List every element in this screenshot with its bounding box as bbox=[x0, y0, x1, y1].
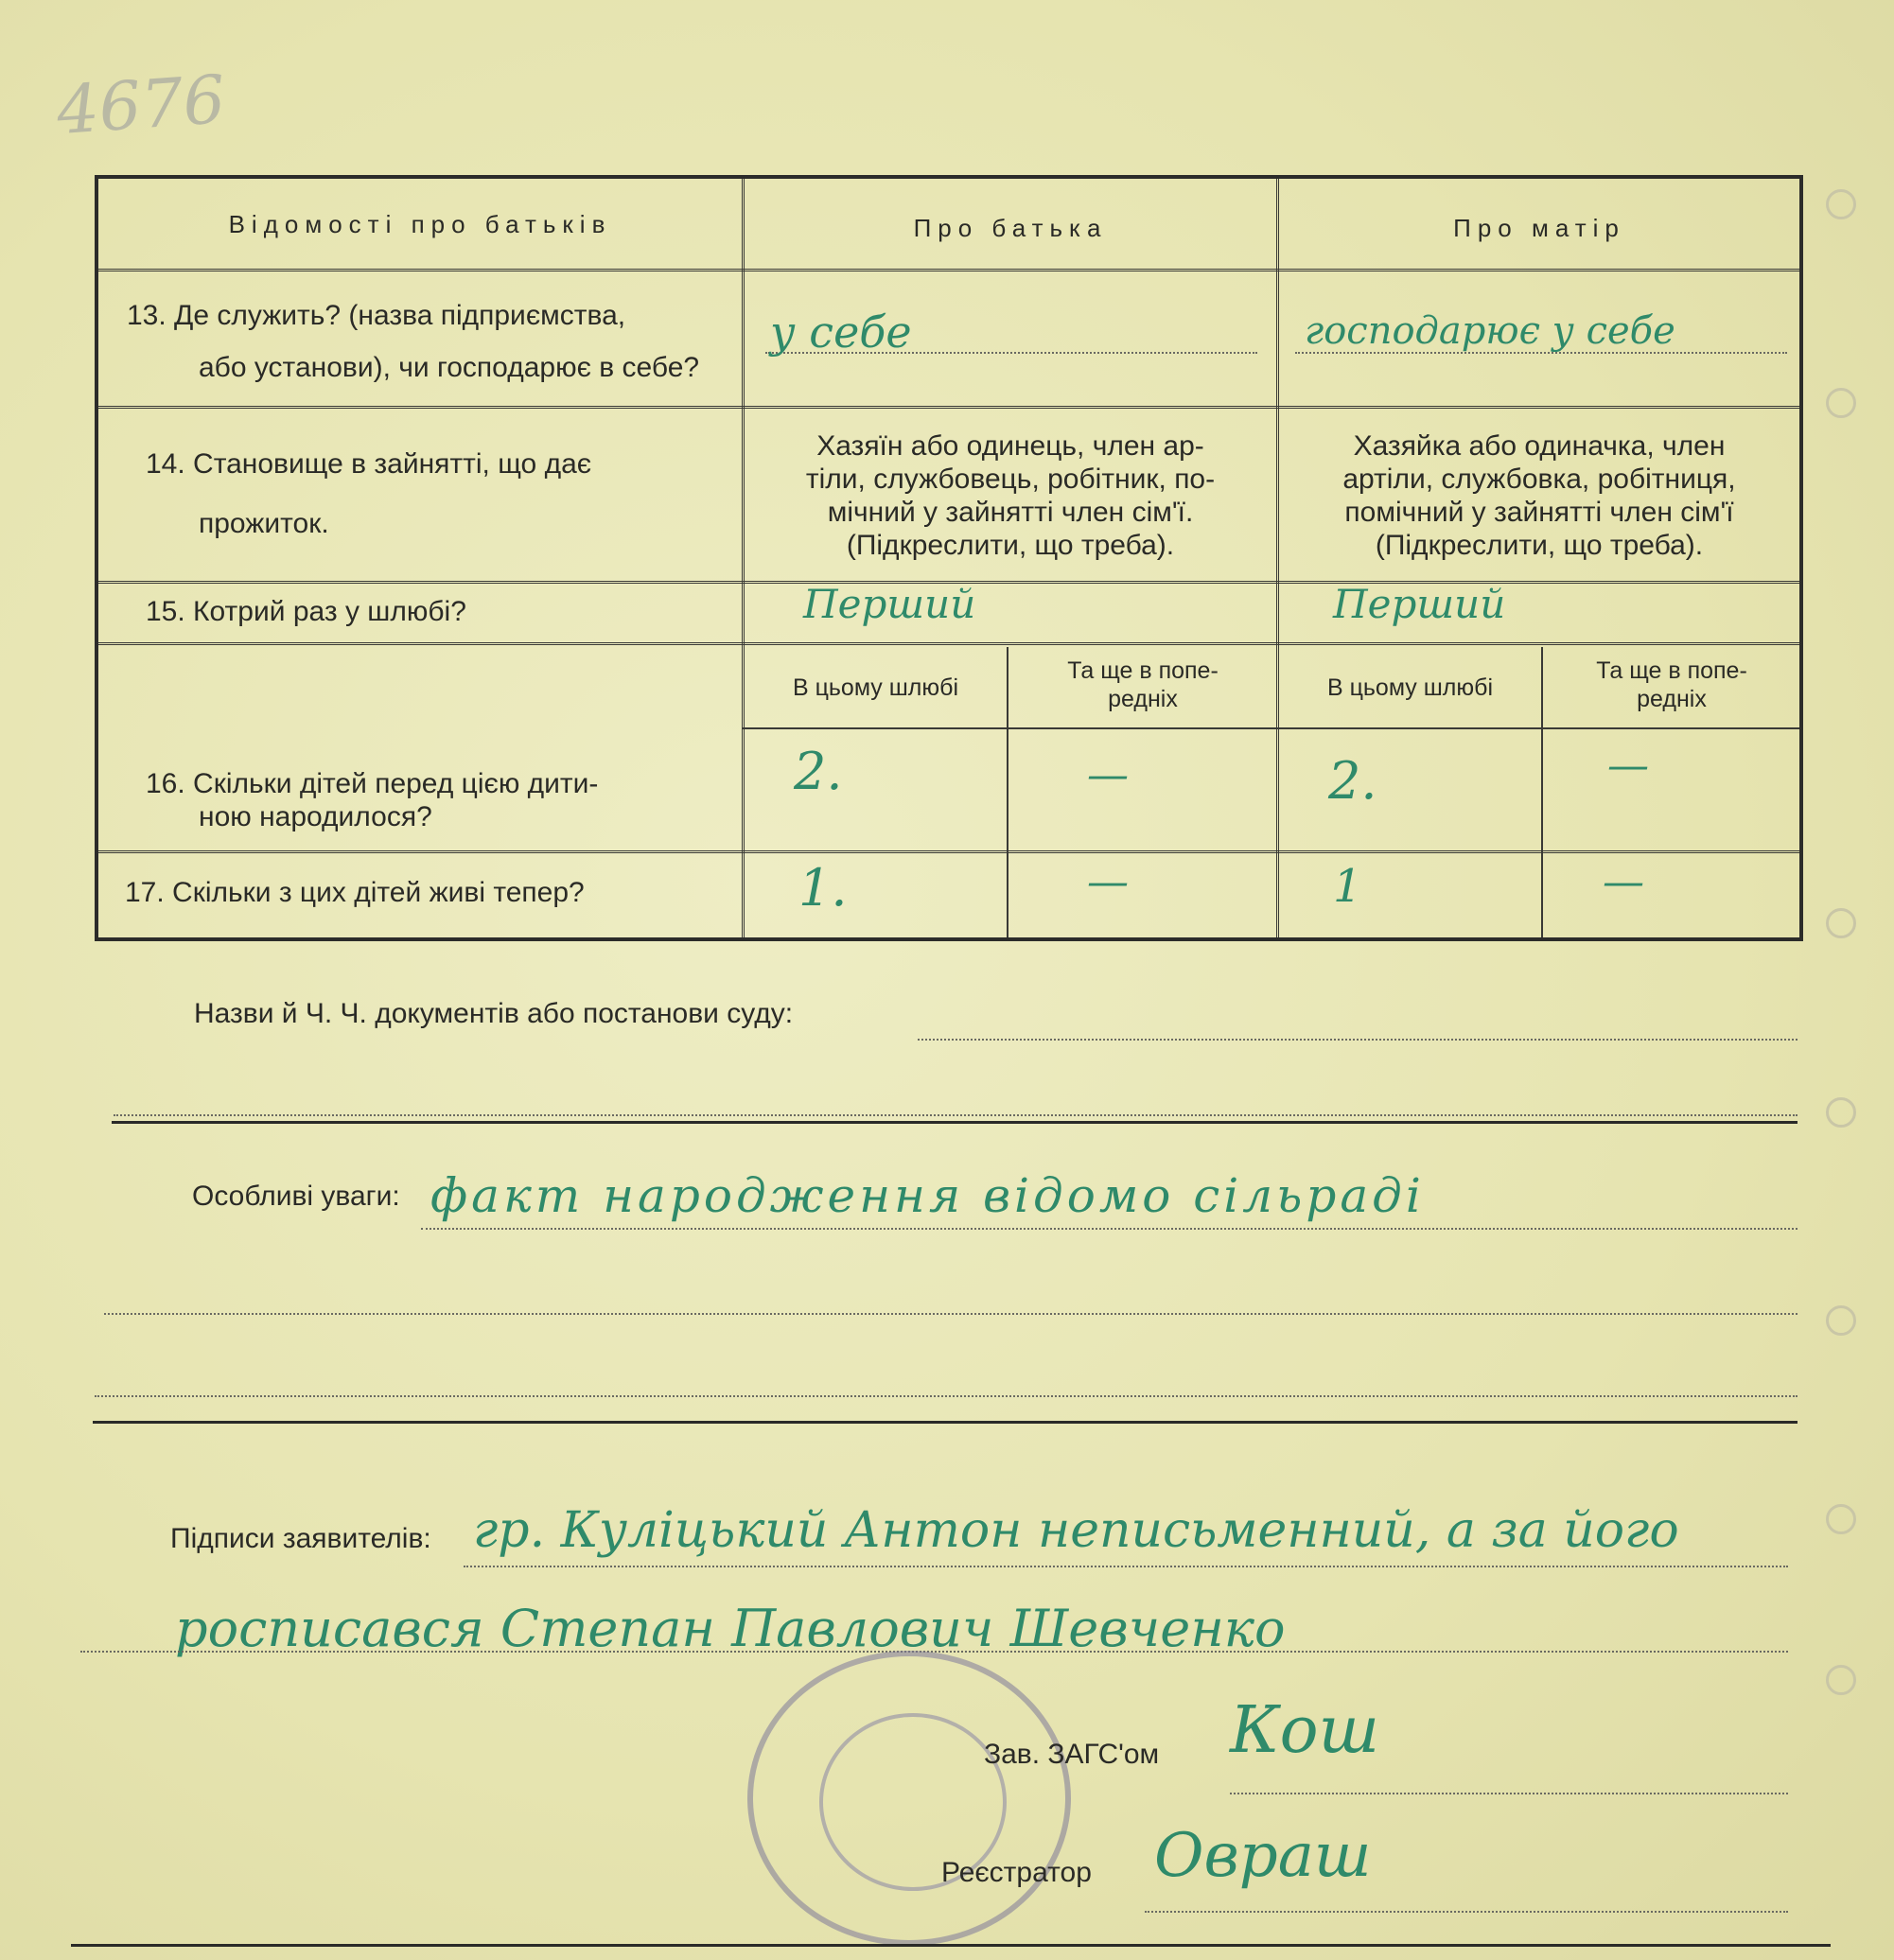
documents-rule bbox=[112, 1121, 1798, 1124]
row16-mother-this: 2. bbox=[1328, 751, 1377, 811]
subheader-father-prev-1: Та ще в попе- bbox=[1067, 657, 1219, 684]
row-divider-13 bbox=[98, 406, 1799, 409]
row16-mother-prev: — bbox=[1607, 742, 1649, 790]
signatures-line-2: росписався Степан Павлович Шевченко bbox=[175, 1599, 1286, 1658]
documents-line-1 bbox=[918, 1039, 1798, 1041]
row14-father-4: (Підкреслити, що треба). bbox=[846, 530, 1175, 561]
subheader-mother-this: В цьому шлюбі bbox=[1326, 674, 1494, 701]
subheader-father-prev-2: редніх bbox=[1108, 686, 1178, 712]
registrar-signature: Овраш bbox=[1154, 1821, 1372, 1891]
registrar-line bbox=[1145, 1911, 1788, 1913]
header-mother: Про матір bbox=[1453, 214, 1625, 242]
parents-info-table bbox=[95, 175, 1803, 941]
signatures-label: Підписи заявителів: bbox=[170, 1523, 431, 1554]
row-divider-15 bbox=[98, 642, 1799, 645]
row17-label: 17. Скільки з цих дітей живі тепер? bbox=[125, 877, 585, 908]
row-divider-16 bbox=[98, 850, 1799, 853]
row14-mother-3: помічний у зайнятті член сім'ї bbox=[1344, 497, 1734, 528]
bottom-rule bbox=[71, 1944, 1831, 1947]
subheader-father-this: В цьому шлюбі bbox=[792, 674, 959, 701]
row17-father-this: 1. bbox=[798, 858, 848, 918]
row15-father-value: Перший bbox=[803, 581, 976, 627]
row14-father-3: мічний у зайнятті член сім'ї. bbox=[827, 497, 1194, 528]
row15-mother-value: Перший bbox=[1333, 581, 1506, 627]
official-stamp bbox=[747, 1651, 1071, 1946]
row16-label-1: 16. Скільки дітей перед цією дити- bbox=[146, 768, 599, 799]
head-signature: Кош bbox=[1230, 1693, 1379, 1768]
registrar-label: Реєстратор bbox=[941, 1857, 1092, 1888]
row-divider-header bbox=[98, 269, 1799, 271]
signatures-line-1: гр. Куліцький Антон неписьменний, а за його bbox=[473, 1502, 1679, 1559]
row16-father-this: 2. bbox=[794, 742, 843, 801]
binder-hole bbox=[1826, 908, 1856, 938]
binder-hole bbox=[1826, 1305, 1856, 1336]
row15-label: 15. Котрий раз у шлюбі? bbox=[146, 596, 466, 627]
row13-mother-value: господарює у себе bbox=[1305, 309, 1675, 353]
row17-father-prev: — bbox=[1087, 858, 1129, 906]
page-number: 4676 bbox=[54, 60, 228, 150]
row13-father-value: у себе bbox=[770, 306, 912, 358]
notes-label: Особливі уваги: bbox=[192, 1181, 400, 1212]
row17-mother-prev: — bbox=[1603, 858, 1644, 906]
header-parents-info: Відомості про батьків bbox=[228, 210, 612, 238]
notes-rule bbox=[93, 1421, 1798, 1424]
subheader-divider bbox=[742, 727, 1799, 729]
subheader-mother-prev-1: Та ще в попе- bbox=[1596, 657, 1747, 684]
binder-hole bbox=[1826, 1665, 1856, 1695]
signatures-dotline-1 bbox=[464, 1566, 1788, 1567]
row14-mother-1: Хазяйка або одиначка, член bbox=[1353, 430, 1726, 462]
row14-father-1: Хазяїн або одинець, член ар- bbox=[816, 430, 1204, 462]
row14-mother-2: артіли, службовка, робітниця, bbox=[1342, 464, 1736, 495]
row14-father-2: тіли, службовець, робітник, по- bbox=[805, 464, 1216, 495]
notes-line-1 bbox=[421, 1228, 1798, 1230]
binder-hole bbox=[1826, 1097, 1856, 1128]
notes-line-3 bbox=[95, 1395, 1798, 1397]
row14-label-1: 14. Становище в зайнятті, що дає bbox=[146, 448, 592, 480]
row16-label-2: ною народилося? bbox=[199, 801, 432, 832]
header-father: Про батька bbox=[913, 214, 1108, 242]
subcol-divider-mother bbox=[1541, 647, 1543, 937]
documents-line-2 bbox=[114, 1114, 1798, 1116]
row13-label-1: 13. Де служить? (назва підприємства, bbox=[127, 300, 626, 331]
notes-value: факт народження відомо сільраді bbox=[430, 1168, 1425, 1223]
notes-line-2 bbox=[104, 1313, 1798, 1315]
subheader-mother-prev-2: редніх bbox=[1637, 686, 1707, 712]
binder-hole bbox=[1826, 388, 1856, 418]
row14-label-2: прожиток. bbox=[199, 508, 329, 539]
binder-hole bbox=[1826, 189, 1856, 219]
row14-mother-4: (Підкреслити, що треба). bbox=[1375, 530, 1704, 561]
head-line bbox=[1230, 1793, 1788, 1794]
row17-mother-this: 1 bbox=[1333, 860, 1362, 913]
documents-label: Назви й Ч. Ч. документів або постанови суду: bbox=[194, 998, 794, 1029]
row13-label-2: або установи), чи господарює в себе? bbox=[199, 352, 700, 383]
row16-father-prev: — bbox=[1087, 751, 1129, 799]
binder-hole bbox=[1826, 1504, 1856, 1534]
subcol-divider-father bbox=[1007, 647, 1008, 937]
head-label: Зав. ЗАГС'ом bbox=[984, 1739, 1160, 1770]
